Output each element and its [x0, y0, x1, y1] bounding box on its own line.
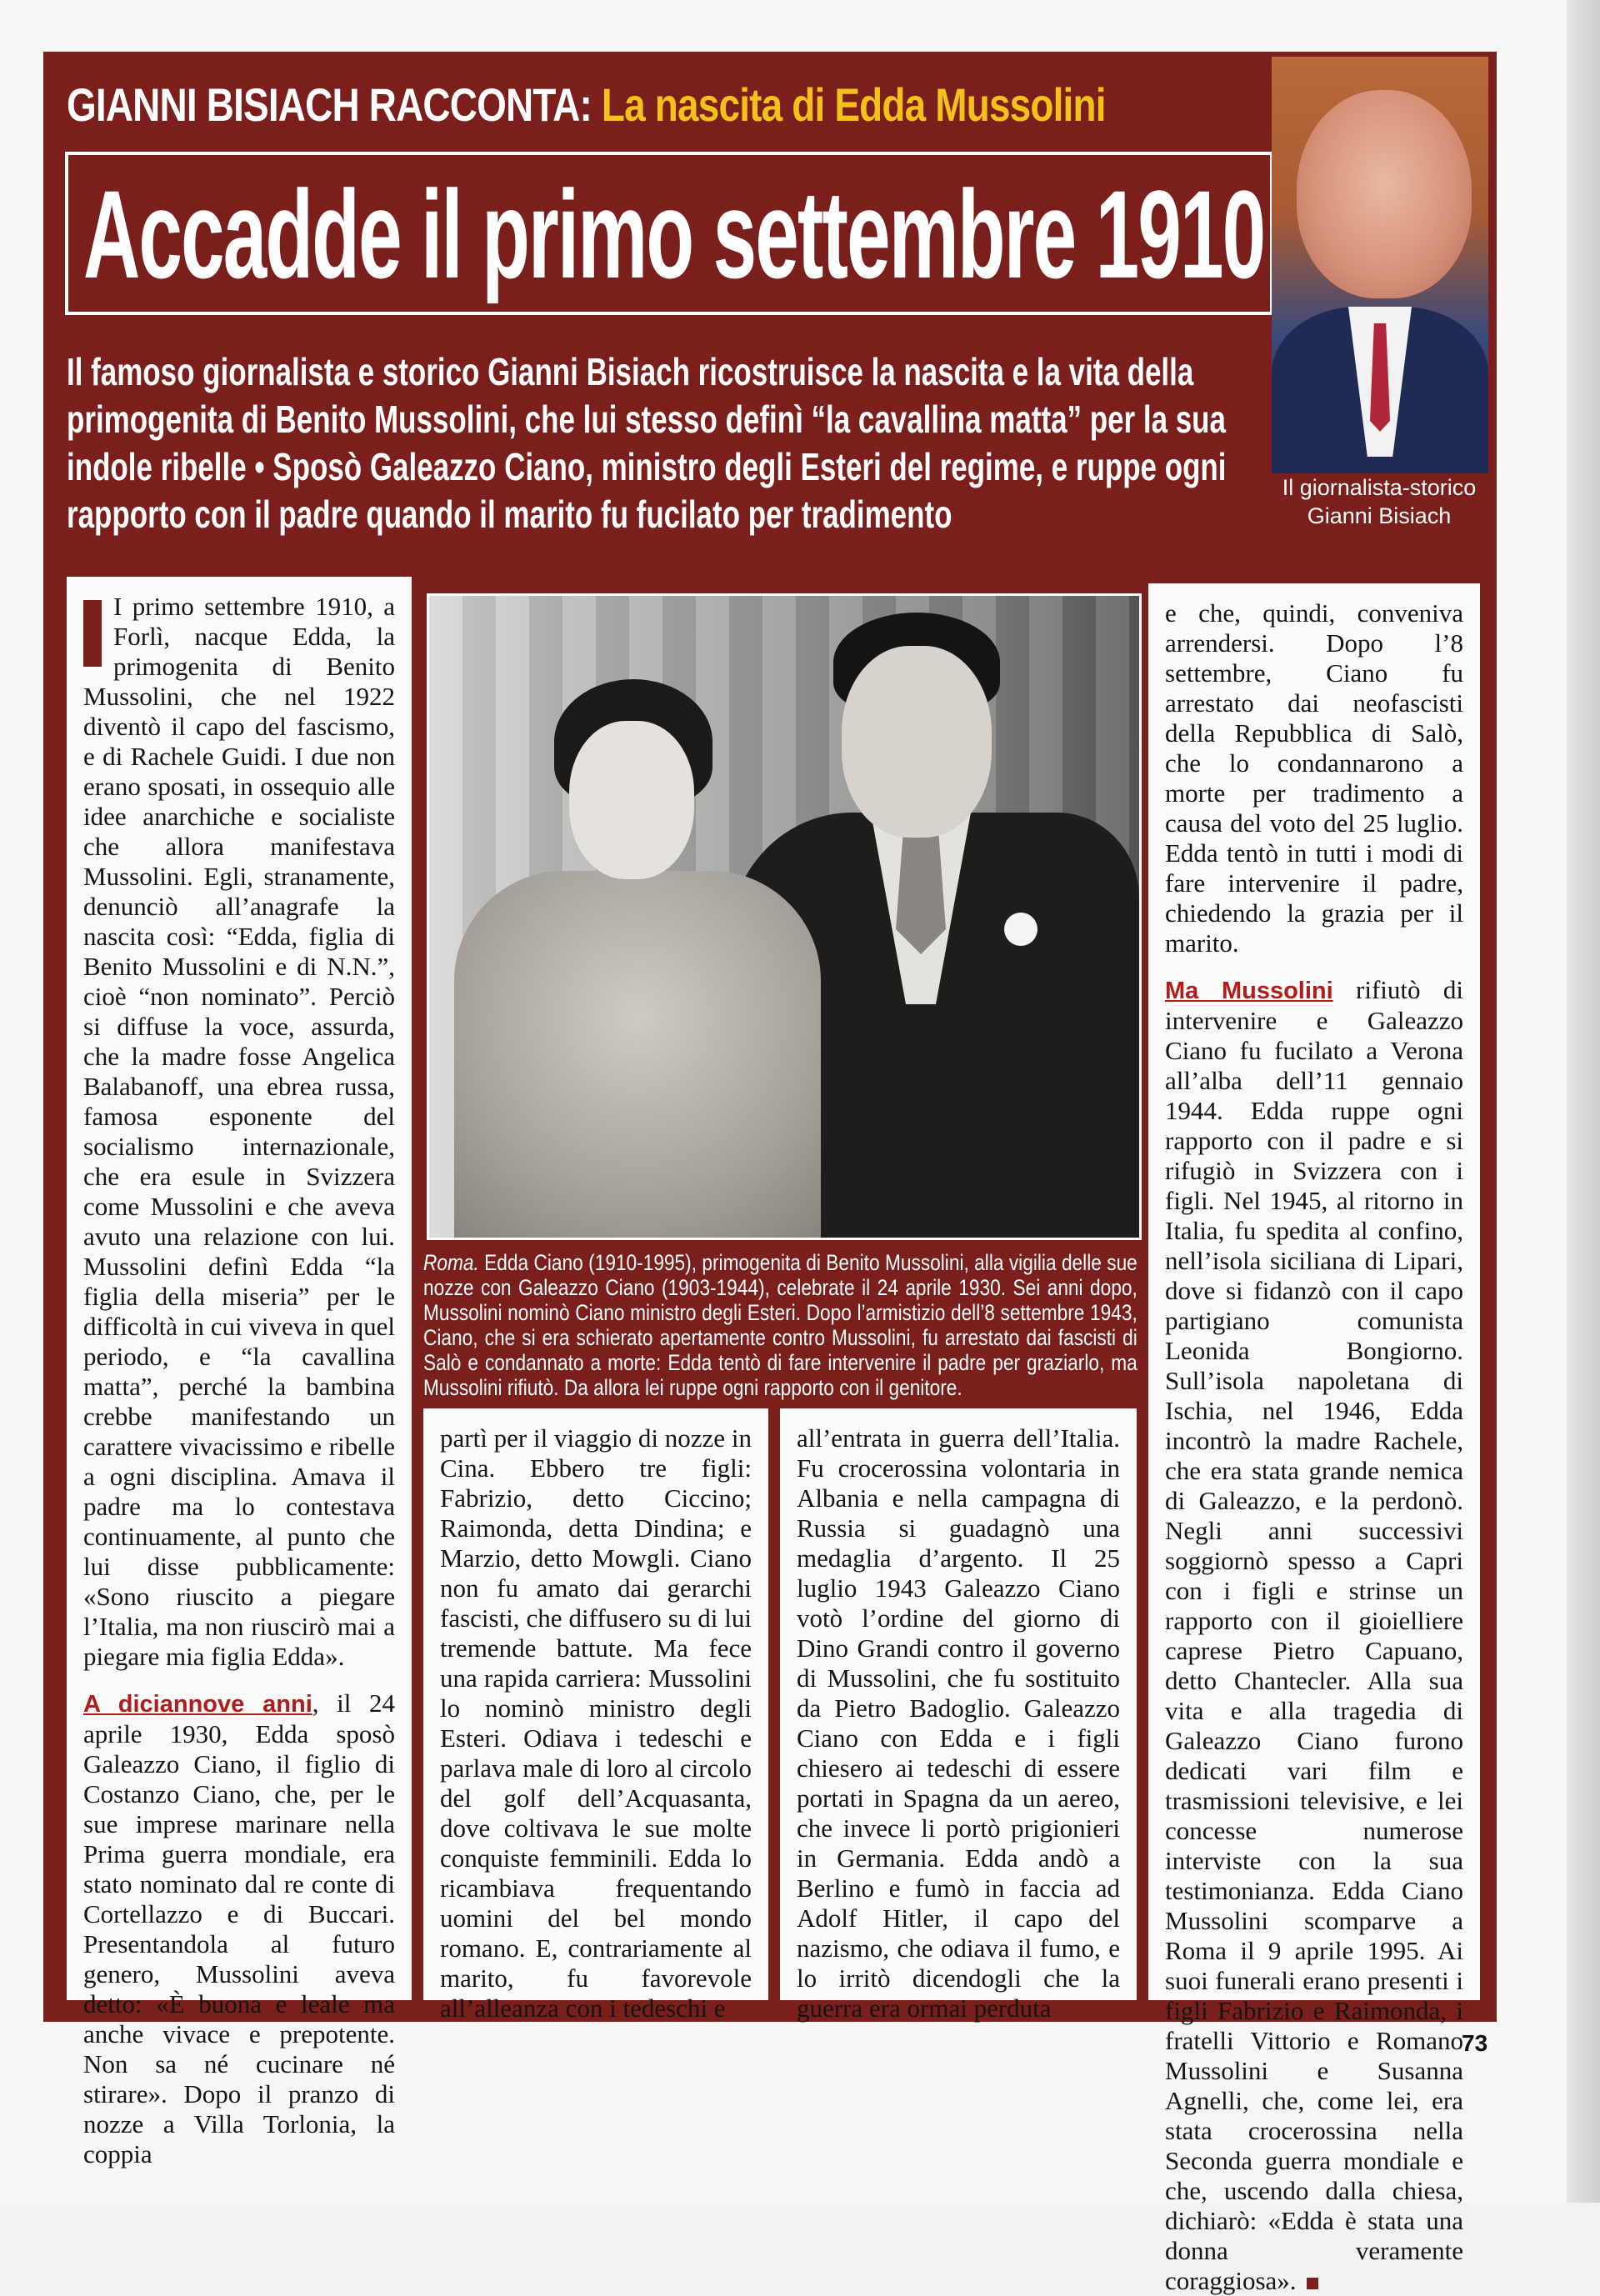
caption-text: Edda Ciano (1910-1995), primogenita di Benito Mussolini, alla vigilia delle sue nozze con Galeazzo Ciano (1903-1944), celebrate il 24 aprile 1930. Sei anni dopo, Mussolini nominò Ciano ministro degli Esteri. Dopo l’armistizio dell’8 settembre 1943, Ciano, che si era schierato apertamente contro Mussolini, fu arrestato dai fascisti di Salò e condannato a morte: Edda tentò di fare intervenire il padre per graziarlo, ma Mussolini rifiutò. Da allora lei ruppe ogni rapporto con il genitore. — [423, 1250, 1138, 1400]
portrait-photo-bisiach — [1272, 57, 1488, 457]
kicker-name: GIANNI BISIACH RACCONTA: — [67, 78, 592, 131]
kicker — [67, 70, 1106, 140]
kicker-topic: La nascita di Edda Mussolini — [601, 78, 1106, 131]
article-paragraph-6 — [1165, 975, 1463, 2296]
main-photo-edda-galeazzo — [427, 593, 1142, 1240]
article-column-4 — [780, 1408, 1137, 2023]
portrait-caption-line2: Gianni Bisiach — [1307, 503, 1452, 528]
article-column-1 — [67, 577, 412, 2168]
paragraph-lead-in: A diciannove anni — [83, 1691, 312, 1718]
photo-woman-face — [569, 721, 694, 879]
article-column-3 — [423, 1408, 768, 2023]
article-paragraph-2 — [83, 1688, 395, 2169]
headline: Accadde il primo settembre 1910 — [83, 164, 1265, 304]
main-photo-caption — [423, 1250, 1138, 1400]
photo-man-face — [842, 646, 992, 838]
page-number: 73 — [1462, 2030, 1488, 2056]
deck-subtitle: Il famoso giornalista e storico Gianni Bisiach ricostruisce la nascita e la vita della primogenita di Benito Mussolini, che lui stesso definì “la cavallina matta” per la sua indole ribelle • Sposò Galeazzo Ciano, ministro degli Esteri del regime, e ruppe ogni rapporto con il padre quando il marito fu fucilato per tradimento — [67, 350, 1227, 536]
end-of-article-mark — [1307, 2278, 1318, 2289]
photo-man-tie — [896, 829, 946, 954]
portrait-face — [1297, 90, 1472, 298]
paragraph-text: rifiutò di intervenire e Galeazzo Ciano fu fucilato a Verona all’alba dell’11 gennaio 1944. Edda ruppe ogni rapporto con il padre e si rifugiò in Svizzera con i figli. Nel 1945, al ritorno in Italia, fu spedita al confino, nell’isola siciliana di Lipari, dove si fidanzò con il capo partigiano comunista Leonida Bongiorno. Sull’isola napoletana di Ischia, nel 1946, Edda incontrò la madre Rachele, che era stata grande nemica di Galeazzo, e la perdonò. Negli anni successivi soggiornò spesso a Capri con i figli e strinse un rapporto con il gioielliere caprese Pietro Capuano, detto Chantecler. Alla sua vita e alla tragedia di Galeazzo Ciano furono dedicati vari film e trasmissioni televisive, e lei concesse numerose interviste con la sua testimonianza. Edda Ciano Mussolini scomparve a Roma il 9 aprile 1995. Ai suoi funerali erano presenti i figli Fabrizio e Raimonda, i fratelli Vittorio e Romano Mussolini e Susanna Agnelli, che, come lei, era stata crocerossina nella Seconda guerra mondiale e che, uscendo dalla chiesa, dichiarò: «Edda è stata una donna veramente coraggiosa». — [1165, 975, 1463, 2295]
article-paragraph-1: I primo settembre 1910, a Forlì, nacque Edda, la primogenita di Benito Mussolini, che nel 1922 diventò il capo del fascismo, e di Rachele Guidi. I due non erano sposati, in ossequio alle idee anarchiche e socialiste che allora manifestava Mussolini. Egli, stranamente, denunciò all’anagrafe la nascita così: “Edda, figlia di Benito Mussolini e di N.N.”, cioè “non nominato”. Perciò si diffuse la voce, assurda, che la madre fosse Angelica Balabanoff, una ebrea russa, famosa esponente del socialismo internazionale, che era esule in Svizzera come Mussolini e che aveva avuto una relazione con lui. Mussolini definì Edda “la figlia della miseria” per le difficoltà in cui viveva in quel periodo, e “la cavallina matta”, perché la bambina crebbe manifestando un carattere vivacissimo e ribelle a ogni disciplina. Amava il padre ma lo contestava continuamente, al punto che lui disse pubblicamente: «Sono riuscito a piegare l’Italia, ma non riuscirò mai a piegare mia figlia Edda». — [83, 592, 395, 1671]
portrait-caption — [1258, 473, 1500, 540]
paragraph-lead-in: Ma Mussolini — [1165, 978, 1333, 1004]
page-edge-shadow — [1567, 0, 1600, 2203]
article-paragraph-3: partì per il viaggio di nozze in Cina. Ebbero tre figli: Fabrizio, detto Ciccino; Raimonda, detta Dindina; e Marzio, detto Mowgli. Ciano non fu amato dai gerarchi fascisti, che diffusero su di lui tremende battute. Ma fece una rapida carriera: Mussolini lo nominò ministro degli Esteri. Odiava i tedeschi e parlava male di loro al circolo del golf dell’Acquasanta, dove coltivava le sue molte conquiste femminili. Edda lo ricambiava frequentando uomini del bel mondo romano. E, contrariamente al marito, fu favorevole all’alleanza con i tedeschi e — [440, 1423, 752, 2023]
caption-place: Roma. — [423, 1250, 479, 1275]
photo-woman-dress — [454, 871, 821, 1238]
article-paragraph-4: all’entrata in guerra dell’Italia. Fu crocerossina volontaria in Albania e nella campagna di Russia si guadagnò una medaglia d’argento. Il 25 luglio 1943 Galeazzo Ciano votò l’ordine del giorno di Dino Grandi contro il governo di Mussolini, che fu sostituito da Pietro Badoglio. Galeazzo Ciano con Edda e i figli chiesero ai tedeschi di essere portati in Spagna da un aereo, che invece li portò prigionieri in Germania. Edda andò a Berlino e fumò in faccia ad Adolf Hitler, il capo del nazismo, che odiava il fumo, e lo irritò dicendogli che la guerra era ormai perduta — [797, 1423, 1120, 2023]
article-paragraph-5: e che, quindi, conveniva arrendersi. Dopo l’8 settembre, Ciano fu arrestato dai neofascisti della Repubblica di Salò, che lo condannarono a morte per tradimento a causa del voto del 25 luglio. Edda tentò in tutti i modi di fare intervenire il padre, chiedendo la grazia per il marito. — [1165, 598, 1463, 958]
dropcap-block — [83, 600, 102, 667]
paragraph-text: , il 24 aprile 1930, Edda sposò Galeazzo Ciano, il figlio di Costanzo Ciano, che, per le sue imprese marinare nella Prima guerra mondiale, era stato nominato dal re conte di Cortellazzo e di Buccari. Presentandola al futuro genero, Mussolini aveva detto: «È buona e leale ma anche vivace e prepotente. Non sa né cucinare né stirare». Dopo il pranzo di nozze a Villa Torlonia, la coppia — [83, 1688, 395, 2168]
photo-boutonniere — [1004, 913, 1038, 946]
portrait-caption-line1: Il giornalista-storico — [1282, 475, 1477, 500]
